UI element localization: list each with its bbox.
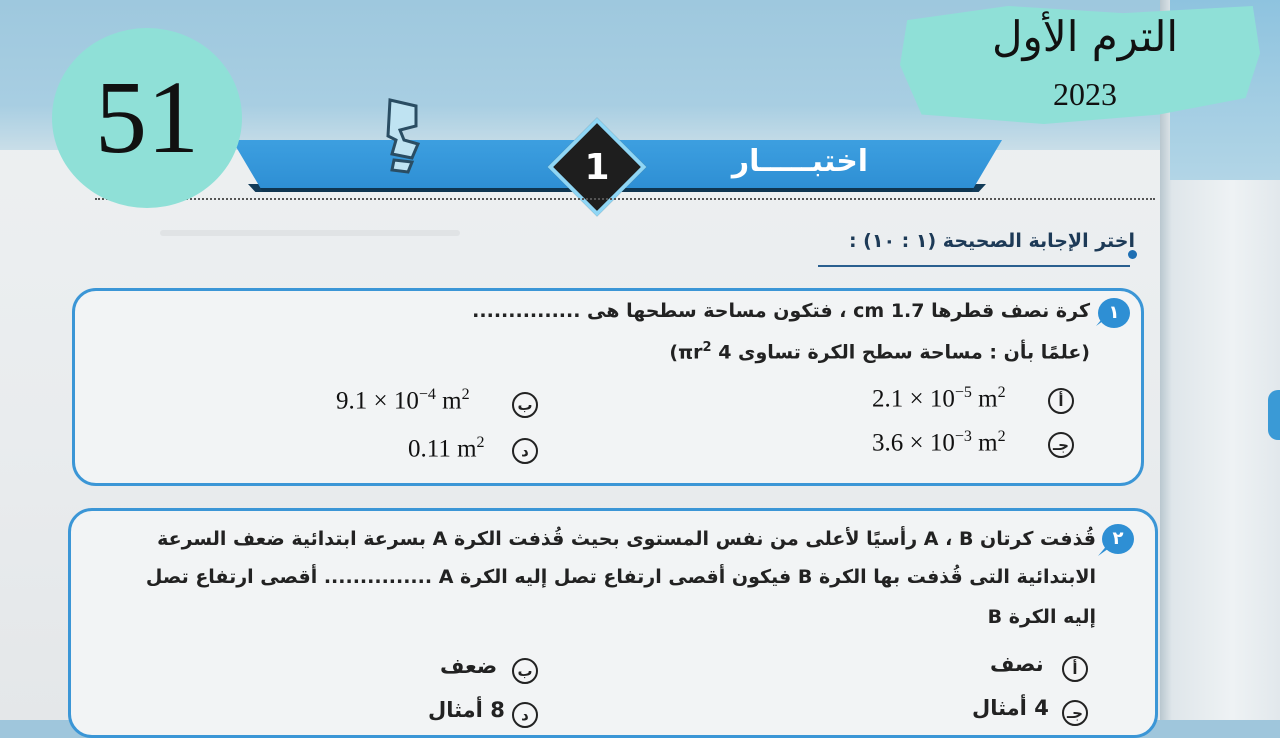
dotted-divider: [95, 198, 1155, 200]
question-note-exponent: 2: [702, 340, 712, 355]
option-unit: m: [450, 435, 477, 463]
question-text: قُذفت كرتان A ، B رأسيًا لأعلى من نفس المستوى بحيث قُذفت الكرة A بسرعة ابتدائية ضعف السرعة: [157, 528, 1096, 550]
term-year: 2023: [1053, 76, 1117, 112]
option-mantissa: 0.11: [408, 435, 451, 463]
question-text: إليه الكرة B: [987, 606, 1096, 628]
option-unit-exponent: 2: [476, 434, 485, 451]
question-number: ٢: [1102, 524, 1134, 554]
option-d[interactable]: [408, 434, 485, 463]
option-d[interactable]: 8 أمثال: [428, 698, 505, 722]
option-c[interactable]: 4 أمثال: [972, 696, 1049, 720]
option-unit: m: [971, 429, 998, 457]
test-number: 1: [584, 147, 610, 188]
test-title: اختبـــــار: [731, 144, 869, 179]
option-unit-exponent: 2: [997, 384, 1006, 401]
instruction-heading: اختر الإجابة الصحيحة (١ : ١٠) :: [848, 230, 1135, 252]
option-letter-c[interactable]: جـ: [1062, 700, 1088, 726]
question-note-text: (علمًا بأن : مساحة سطح الكرة تساوى 4 πr: [678, 341, 1090, 364]
option-exponent: −4: [418, 386, 436, 403]
option-c[interactable]: [872, 428, 1006, 457]
option-mantissa: 2.1 × 10: [872, 385, 955, 413]
option-unit-exponent: 2: [461, 386, 470, 403]
book-logo-icon: [378, 96, 428, 176]
option-letter-b[interactable]: ب: [512, 658, 538, 684]
question-text: الابتدائية التى قُذفت بها الكرة B فيكون أقصى ارتفاع تصل إليه الكرة A ............... أقصى ارتفاع تصل: [145, 566, 1096, 588]
option-letter-d[interactable]: د: [512, 702, 538, 728]
term-title: الترم الأول: [991, 12, 1179, 61]
question-number: ١: [1098, 298, 1130, 328]
question-note-end: ): [669, 341, 679, 364]
option-letter-c[interactable]: جـ: [1048, 432, 1074, 458]
option-letter-b[interactable]: ب: [512, 392, 538, 418]
option-b[interactable]: ضعف: [440, 654, 498, 678]
option-unit: m: [435, 387, 462, 415]
background-print: [160, 230, 460, 236]
option-a[interactable]: نصف: [990, 652, 1044, 676]
question-note: [560, 340, 1090, 363]
option-unit: m: [971, 385, 998, 413]
option-mantissa: 9.1 × 10: [336, 387, 419, 415]
option-exponent: −5: [954, 384, 972, 401]
option-letter-a[interactable]: أ: [1048, 388, 1074, 414]
question-text: كرة نصف قطرها 1.7 cm ، فتكون مساحة سطحها هى ...............: [472, 300, 1090, 322]
option-b[interactable]: [336, 386, 470, 415]
option-letter-d[interactable]: د: [512, 438, 538, 464]
option-a[interactable]: [872, 384, 1006, 413]
option-mantissa: 3.6 × 10: [872, 429, 955, 457]
option-letter-a[interactable]: أ: [1062, 656, 1088, 682]
instruction-underline: [818, 265, 1130, 267]
right-page-marker: [1268, 390, 1280, 440]
option-exponent: −3: [954, 428, 972, 445]
option-unit-exponent: 2: [997, 428, 1006, 445]
page-number: 51: [95, 60, 199, 175]
